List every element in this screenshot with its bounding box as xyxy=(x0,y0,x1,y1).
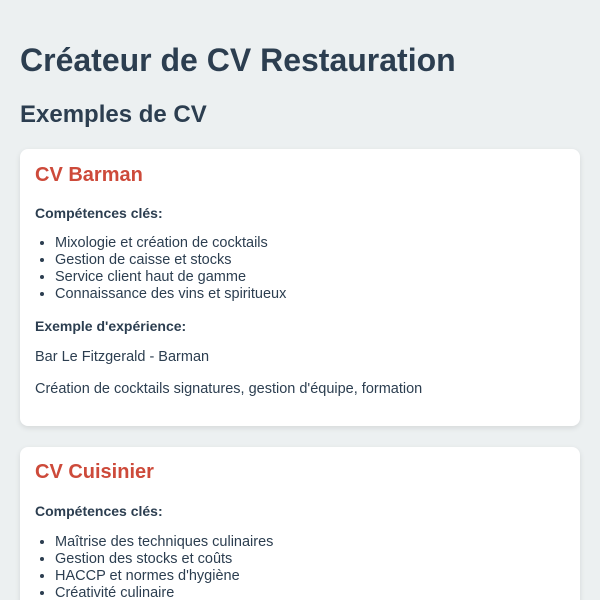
card-title: CV Barman xyxy=(35,164,143,186)
list-item: • Maîtrise des techniques culinaires xyxy=(55,534,273,551)
list-item: • Connaissance des vins et spiritueux xyxy=(55,286,286,303)
skills-label: Compétences clés: xyxy=(35,205,163,221)
list-item: • Gestion des stocks et coûts xyxy=(55,551,273,568)
experience-label: Exemple d'expérience: xyxy=(35,318,187,334)
experience-place: Bar Le Fitzgerald - Barman xyxy=(35,349,210,365)
list-item: • HACCP et normes d'hygiène xyxy=(55,568,273,585)
list-item: • Service client haut de gamme xyxy=(55,269,286,286)
list-item: • Mixologie et création de cocktails xyxy=(55,235,286,252)
list-item: • Gestion de caisse et stocks xyxy=(55,252,286,269)
examples-section-title: Exemples de CV xyxy=(20,101,207,128)
skills-list xyxy=(35,534,273,600)
cv-example-card-barman[interactable] xyxy=(20,149,580,426)
experience-description: Création de cocktails signatures, gestion d'équipe, formation xyxy=(35,381,423,397)
list-item: • Créativité culinaire xyxy=(55,585,273,600)
card-title: CV Cuisinier xyxy=(35,461,154,483)
skills-label: Compétences clés: xyxy=(35,503,163,519)
cv-example-card-cuisinier[interactable] xyxy=(20,447,580,600)
page-title: Créateur de CV Restauration xyxy=(20,42,456,78)
skills-list xyxy=(35,235,286,303)
